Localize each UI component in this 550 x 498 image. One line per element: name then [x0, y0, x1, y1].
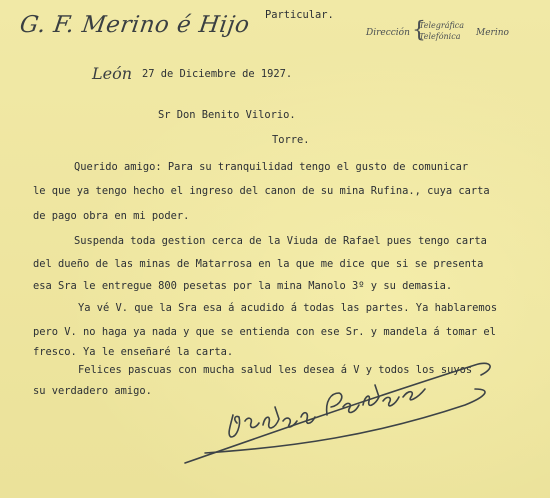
brace-glyph: { [412, 18, 426, 43]
telegraph-line-2: Telefónica [419, 32, 461, 41]
body-line: su verdadero amigo. [33, 385, 152, 397]
body-line: fresco. Ya le enseñaré la carta. [33, 346, 234, 358]
body-line: Ya vé V. que la Sra esa á acudido á todas las partes. Ya hablaremos [78, 302, 498, 314]
body-line: de pago obra en mi poder. [33, 210, 190, 222]
city-name: León [92, 64, 133, 83]
body-line: pero V. no haga ya nada y que se entienda con ese Sr. y mandela á tomar el [33, 326, 496, 338]
recipient-name: Sr Don Benito Vilorio. [158, 109, 296, 121]
body-line: Felices pascuas con mucha salud les desea á V y todos los suyos [78, 364, 473, 376]
handwritten-signature [175, 345, 515, 475]
body-line: Suspenda toda gestion cerca de la Viuda de Rafael pues tengo carta [74, 235, 487, 247]
body-line: Querido amigo: Para su tranquilidad tengo el gusto de comunicar [74, 161, 469, 173]
particular-label: Particular. [265, 9, 334, 21]
telegraph-prefix: Dirección [366, 28, 410, 38]
letterhead-firm-name: G. F. Merino é Hijo [18, 12, 252, 38]
telegraph-line-1: Telegráfica [419, 21, 465, 30]
telegraph-types [419, 20, 464, 42]
telegraph-address-block [366, 18, 509, 43]
body-line: del dueño de las minas de Matarrosa en la que me dice que si se presenta [33, 258, 484, 270]
body-line: esa Sra le entregue 800 pesetas por la mina Manolo 3º y su demasia. [33, 280, 453, 292]
telegraph-name: Merino [476, 28, 509, 38]
body-line: le que ya tengo hecho el ingreso del canon de su mina Rufina., cuya carta [33, 185, 490, 197]
recipient-place: Torre. [272, 134, 310, 146]
letter-date: 27 de Diciembre de 1927. [142, 68, 293, 80]
